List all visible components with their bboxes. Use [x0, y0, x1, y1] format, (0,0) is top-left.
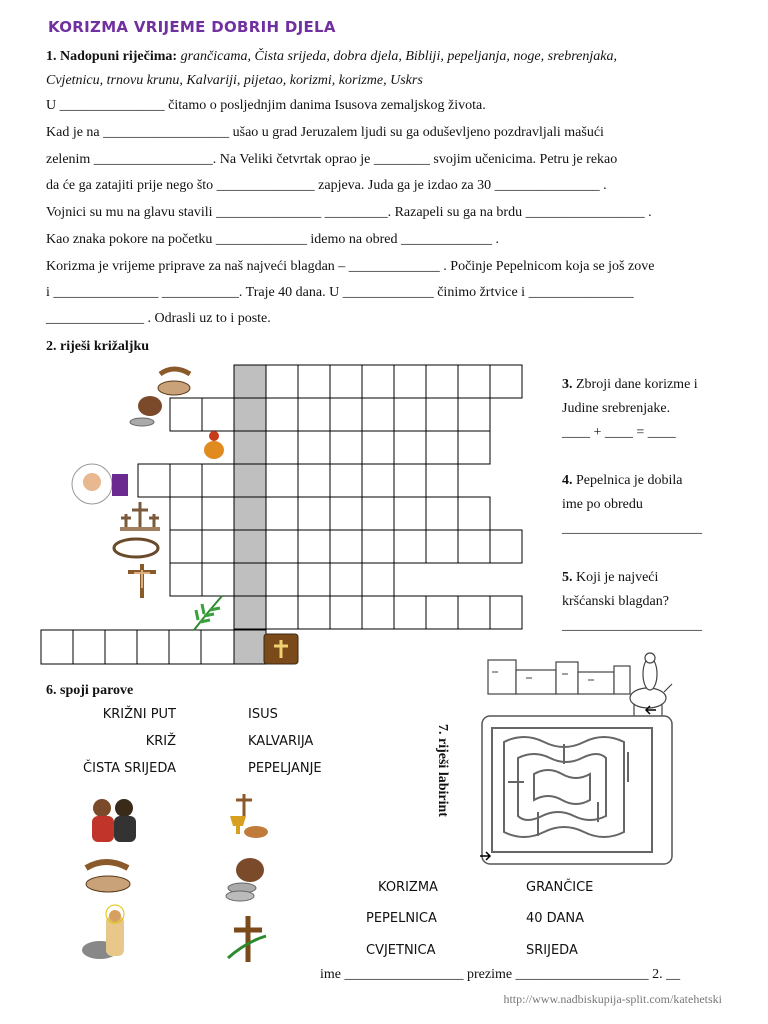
task4-text-1: Pepelnica je dobila	[576, 473, 683, 488]
task5-blank: ____________________	[562, 618, 702, 633]
task3-label: 3.	[562, 377, 573, 392]
task1-line-8: i _______________ ___________. Traje 40 dana. U _____________ činimo žrtvice i _______________	[46, 285, 634, 300]
task6-left-3: ČISTA SRIJEDA	[83, 761, 176, 776]
pair2-right-1: GRANČICE	[526, 880, 594, 895]
matching-pictures	[78, 792, 278, 968]
task6-left-1: KRIŽNI PUT	[102, 707, 176, 722]
washing-feet-icon	[158, 369, 190, 395]
task1-words-2: Cvjetnicu, trnovu krunu, Kalvariji, pijetao, korizmi, korizme, Uskrs	[46, 73, 423, 88]
bible-icon	[264, 634, 298, 664]
palm-branch-icon	[194, 596, 222, 630]
task1-line-6: Kao znaka pokore na početku _____________ idemo na obred _____________ .	[46, 232, 499, 247]
calvary-crosses-icon	[120, 502, 160, 531]
task1-line-5: Vojnici su mu na glavu stavili _______________ _________. Razapeli su ga na brdu _________________ .	[46, 205, 652, 220]
task5-label: 5.	[562, 570, 573, 585]
task1-line-9: ______________ . Odrasli uz to i poste.	[46, 311, 271, 326]
ash-wednesday-icon	[72, 464, 128, 504]
task4-blank: ____________________	[562, 521, 702, 536]
washing-feet-icon-2	[86, 862, 130, 892]
labyrinth-image	[478, 652, 678, 870]
task5-text-2: kršćanski blagdan?	[562, 594, 669, 609]
pair2-left-3: CVJETNICA	[366, 943, 436, 958]
task3	[562, 373, 698, 445]
crown-of-thorns-icon	[114, 539, 158, 557]
pair2-left-2: PEPELNICA	[366, 911, 437, 926]
name-line: ime _________________ prezime ___________________ 2. __	[320, 967, 681, 982]
task3-text-2: Judine srebrenjake.	[562, 401, 671, 416]
task6-label: 6. spoji parove	[46, 683, 134, 698]
task1-colon: :	[172, 49, 178, 64]
task6-right-1: ISUS	[248, 707, 278, 722]
task1-line-4: da će ga zatajiti prije nego što ______________ zapjeva. Juda ga je izdao za 30 _______________ .	[46, 178, 607, 193]
jesus-on-donkey-icon-2	[82, 905, 124, 959]
crossword-grid	[40, 364, 530, 669]
task4	[562, 469, 702, 541]
task1-line-7: Korizma je vrijeme priprave za naš najveći blagdan – _____________ . Počinje Pepelnicom koja se još zove	[46, 259, 655, 274]
task3-text-1: Zbroji dane korizme i	[576, 377, 698, 392]
task1-label: 1. Nadopuni riječima	[46, 49, 173, 64]
task1-header	[46, 48, 617, 66]
cross-palm-icon	[228, 916, 266, 962]
task2-label: 2. riješi križaljku	[46, 339, 150, 354]
pair2-right-3: SRIJEDA	[526, 943, 578, 958]
page-title: KORIZMA VRIJEME DOBRIH DJELA	[48, 18, 336, 36]
task7-label: 7. riješi labirint	[435, 724, 450, 817]
task6-left-2: KRIŽ	[145, 734, 176, 749]
judas-kiss-icon	[92, 799, 136, 842]
task1-line-2: Kad je na __________________ ušao u grad Jeruzalem ljudi su ga oduševljeno pozdravljali mašući	[46, 125, 604, 140]
rooster-icon	[204, 431, 224, 459]
task4-label: 4.	[562, 473, 573, 488]
task6-right-2: KALVARIJA	[248, 734, 314, 749]
money-bag-icon	[130, 396, 162, 426]
footer-url[interactable]: http://www.nadbiskupija-split.com/katehetski	[503, 992, 722, 1006]
task5	[562, 566, 702, 638]
pair2-left-1: KORIZMA	[378, 880, 438, 895]
eucharist-icon	[230, 794, 268, 838]
task1-words-1: grančicama, Čista srijeda, dobra djela, Bibliji, pepeljanja, noge, srebrenjaka,	[180, 49, 617, 64]
task4-text-2: ime po obredu	[562, 497, 643, 512]
pair2-right-2: 40 DANA	[526, 911, 584, 926]
task3-formula: ____ + ____ = ____	[562, 425, 676, 440]
task5-text-1: Koji je najveći	[576, 570, 659, 585]
jerusalem-city-icon	[488, 660, 630, 694]
silver-coins-bag-icon	[226, 858, 264, 901]
crucifix-icon	[128, 564, 156, 598]
task6-right-3: PEPELJANJE	[248, 761, 322, 776]
task1-line-3: zelenim _________________. Na Veliki četvrtak oprao je ________ svojim učenicima. Petru je rekao	[46, 152, 618, 167]
task1-line-1: U _______________ čitamo o posljednjim danima Isusova zemaljskog života.	[46, 98, 486, 113]
